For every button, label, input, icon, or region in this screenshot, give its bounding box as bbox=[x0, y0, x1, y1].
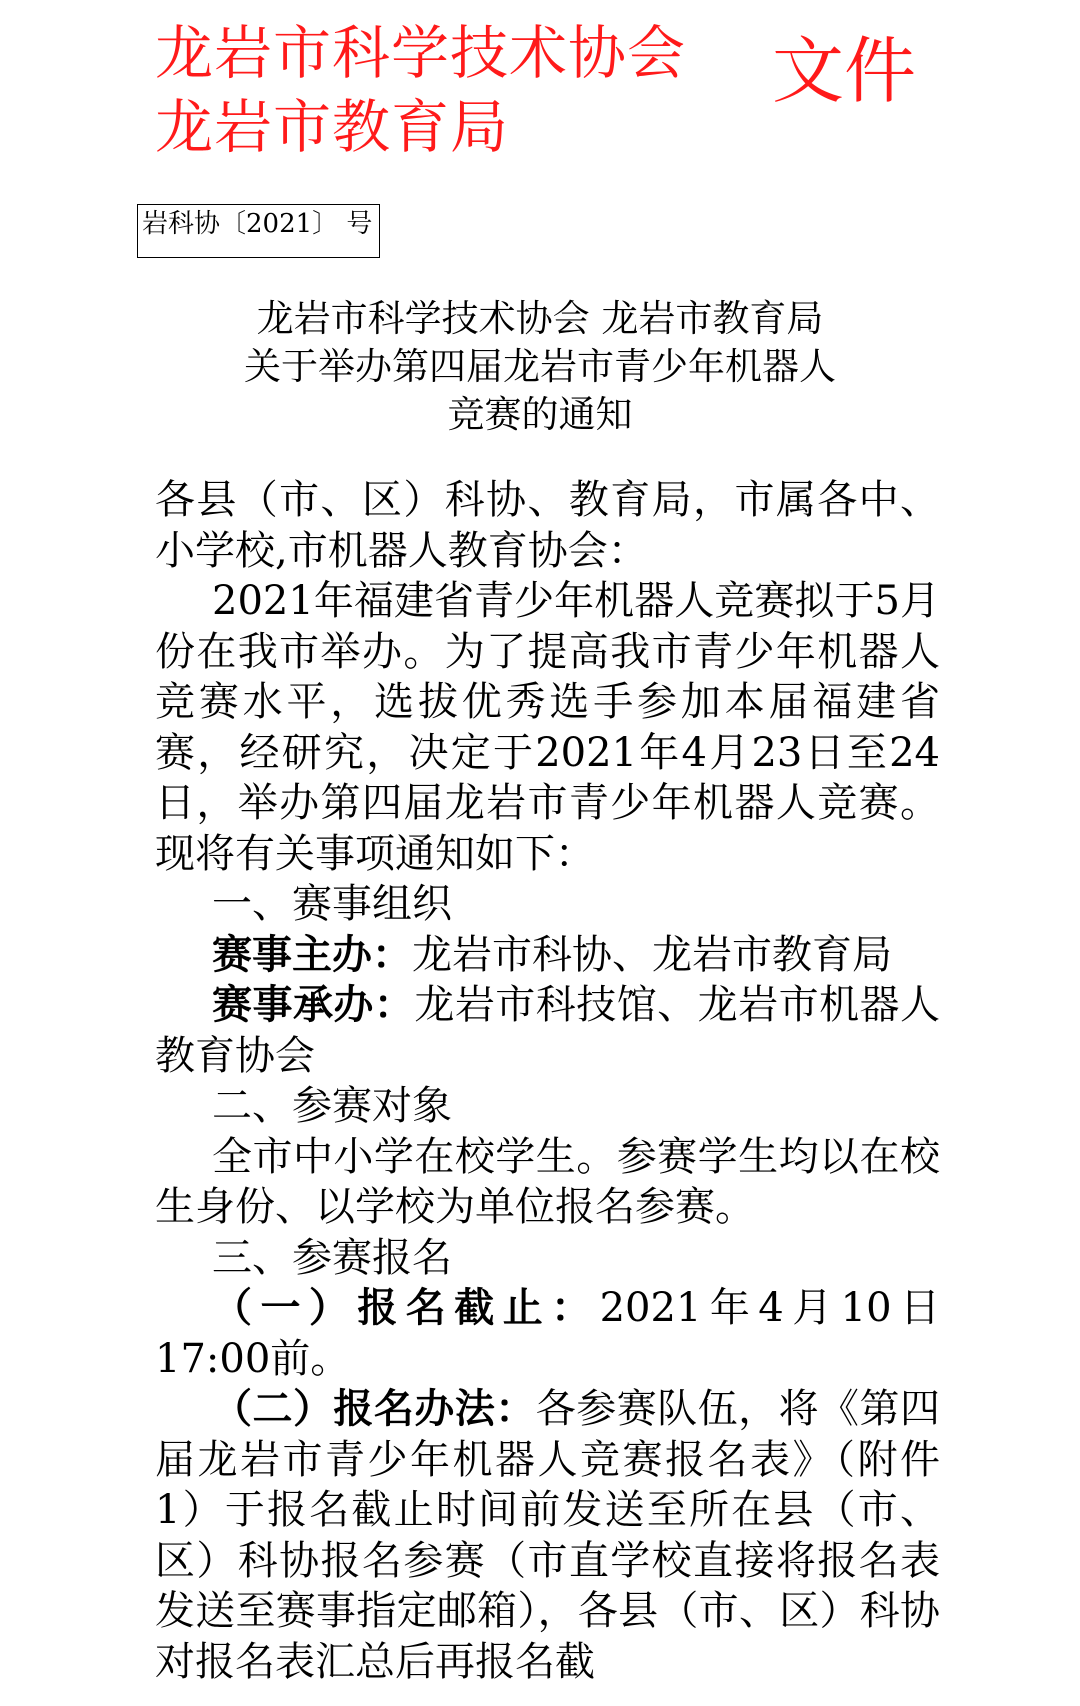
deadline-label: （一）报名截止： bbox=[212, 1285, 600, 1331]
organizer-paragraph bbox=[155, 980, 940, 1081]
intro-paragraph: 2021年福建省青少年机器人竞赛拟于5月份在我市举办。为了提高我市青少年机器人竞赛水平，选拔优秀选手参加本届福建省赛，经研究，决定于2021年4月23日至24日，举办第四届龙岩市青少年机器人竞赛。现将有关事项通知如下： bbox=[155, 578, 940, 877]
host-paragraph bbox=[155, 930, 940, 981]
notice-title bbox=[140, 295, 940, 439]
organizer-label: 赛事承办： bbox=[212, 982, 415, 1028]
title-line-1: 龙岩市科学技术协会 龙岩市教育局 bbox=[256, 297, 824, 340]
document-label: 文件 bbox=[772, 29, 917, 113]
section-3-heading: 三、参赛报名 bbox=[212, 1234, 452, 1281]
participants-paragraph: 全市中小学在校学生。参赛学生均以在校生身份、以学校为单位报名参赛。 bbox=[155, 1133, 940, 1230]
host-text: 龙岩市科协、龙岩市教育局 bbox=[412, 931, 892, 978]
section-2-heading: 二、参赛对象 bbox=[212, 1083, 452, 1129]
issuer-name-education-bureau: 龙岩市教育局 bbox=[155, 93, 510, 161]
organizer-text: 龙岩市科技馆、龙岩市机器人教育协会 bbox=[155, 982, 941, 1079]
issuer-name-science-association: 龙岩市科学技术协会 bbox=[155, 19, 687, 87]
salutation: 各县（市、区）科协、教育局，市属各中、小学校,市机器人教育协会： bbox=[155, 477, 940, 574]
deadline-paragraph bbox=[155, 1283, 940, 1384]
host-label: 赛事主办： bbox=[212, 931, 412, 978]
title-line-3: 竞赛的通知 bbox=[447, 393, 633, 436]
title-line-2: 关于举办第四届龙岩市青少年机器人 bbox=[244, 345, 836, 388]
document-number-box: 岩科协〔2021〕 号 bbox=[137, 204, 380, 258]
method-paragraph bbox=[155, 1384, 940, 1687]
section-1-heading: 一、赛事组织 bbox=[212, 881, 452, 927]
method-text: 各参赛队伍，将《第四届龙岩市青少年机器人竞赛报名表》（附件1）于报名截止时间前发送至所在县（市、区）科协报名参赛（市直学校直接将报名表发送至赛事指定邮箱），各县（市、区）科协对报名表汇总后再报名截 bbox=[155, 1386, 941, 1685]
deadline-text: 2021年4月10日17:00前。 bbox=[155, 1285, 941, 1382]
method-label: （二）报名办法： bbox=[212, 1386, 536, 1432]
notice-body bbox=[155, 475, 940, 1687]
